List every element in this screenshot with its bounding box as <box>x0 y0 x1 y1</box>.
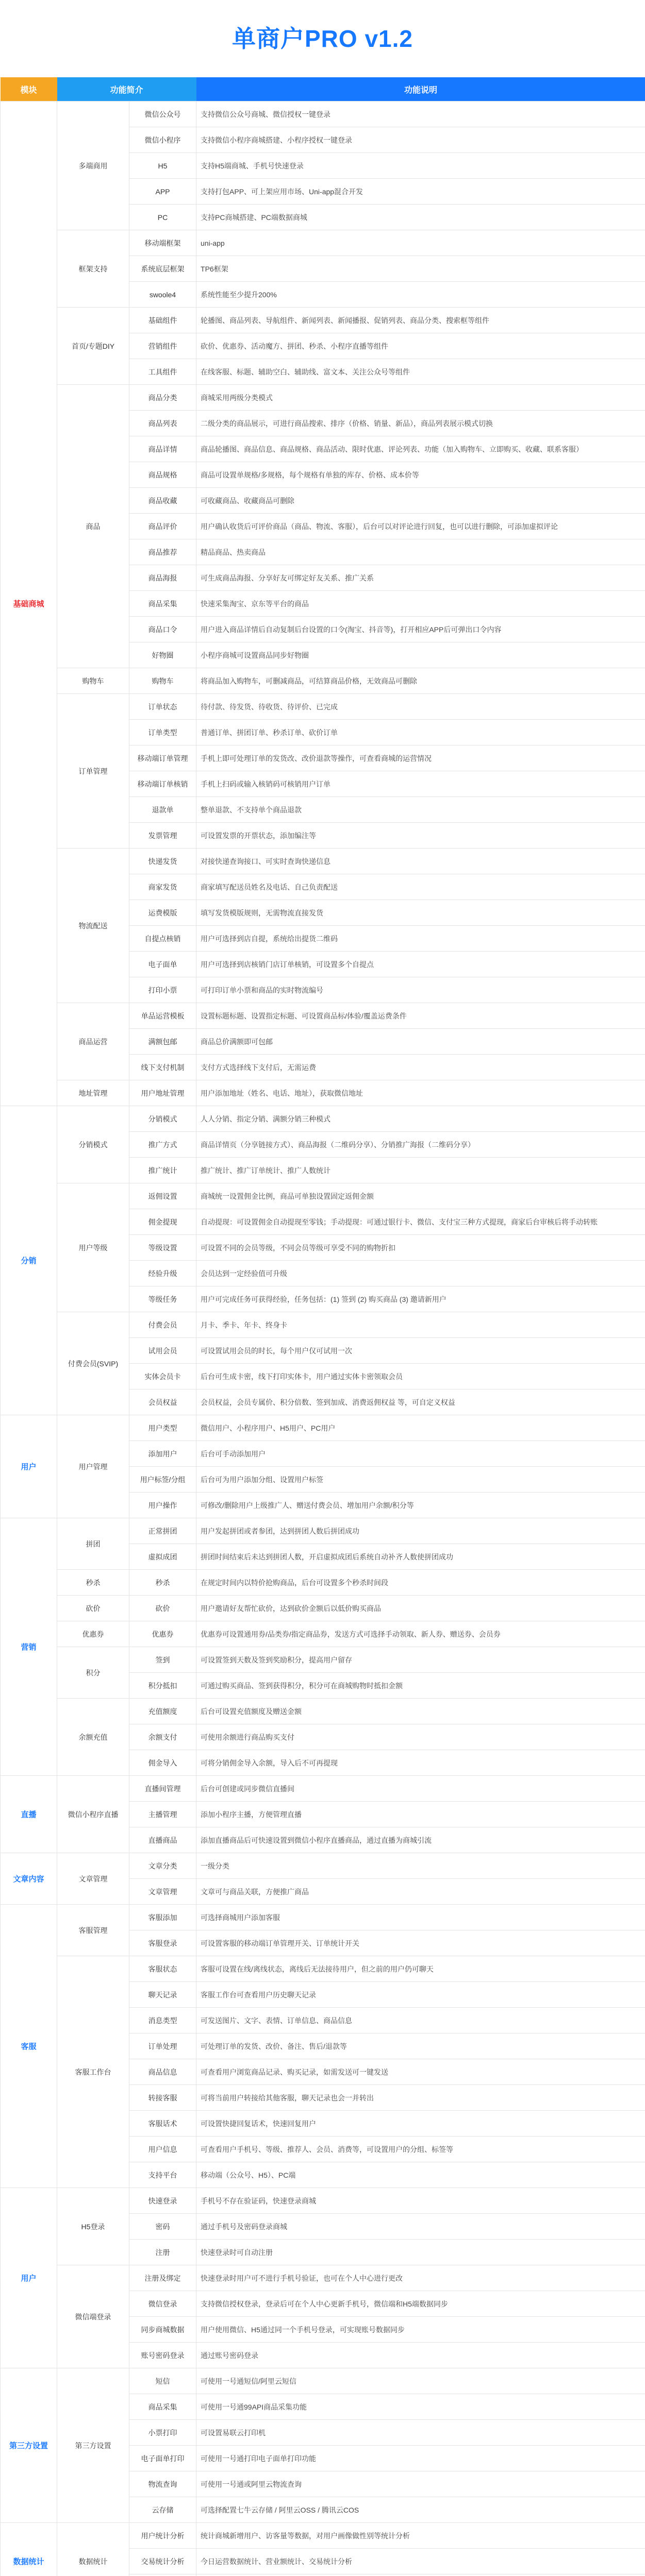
feature-name: 直播商品 <box>129 1827 196 1853</box>
feature-name: 付费会员 <box>129 1312 196 1338</box>
feature-name: 满额包邮 <box>129 1029 196 1055</box>
feature-name: 注册及绑定 <box>129 2265 196 2291</box>
group-name: H5登录 <box>57 2188 129 2265</box>
feature-name: H5 <box>129 153 196 179</box>
feature-name: 账号密码登录 <box>129 2343 196 2368</box>
feature-description: 支付方式选择线下支付后，无需运费 <box>196 1055 645 1080</box>
feature-description: 会员权益，会员专属价、积分倍数、签到加成、消费返佣权益 等，可自定义权益 <box>196 1389 645 1415</box>
feature-name: 用户类型 <box>129 1415 196 1441</box>
feature-description: 可设置签到天数及签到奖励积分，提高用户留存 <box>196 1647 645 1673</box>
feature-name: 正常拼团 <box>129 1518 196 1544</box>
feature-name: 单品运营模板 <box>129 1003 196 1029</box>
feature-name: 推广统计 <box>129 1158 196 1183</box>
feature-name: 商品列表 <box>129 411 196 436</box>
feature-name: 购物车 <box>129 668 196 694</box>
group-name: 用户等级 <box>57 1183 129 1312</box>
feature-name: 商品规格 <box>129 462 196 488</box>
table-row <box>1 1776 645 1802</box>
feature-name: 签到 <box>129 1647 196 1673</box>
group-name: 拼团 <box>57 1518 129 1570</box>
table-row <box>1 1080 645 1106</box>
page-title: 单商户PRO v1.2 <box>232 25 413 52</box>
feature-name: 文章管理 <box>129 1879 196 1905</box>
feature-description: 用户发起拼团或者参团，达到拼团人数后拼团成功 <box>196 1518 645 1544</box>
feature-description: 手机上即可处理订单的发货改、改价退款等操作，可查看商城的运营情况 <box>196 745 645 771</box>
feature-name: 主播管理 <box>129 1802 196 1827</box>
feature-name: 打印小票 <box>129 977 196 1003</box>
module-name: 客服 <box>1 1905 57 2188</box>
feature-name: 移动端框架 <box>129 230 196 256</box>
feature-description: 砍价、优惠券、活动魔方、拼团、秒杀、小程序直播等组件 <box>196 333 645 359</box>
feature-description: 自动提现：可设置佣金自动提现至零钱；手动提现：可通过银行卡、微信、支付宝三种方式提现，商家后台审核后将手动转账 <box>196 1209 645 1235</box>
feature-name: 订单状态 <box>129 694 196 720</box>
feature-name: 小票打印 <box>129 2420 196 2446</box>
table-row <box>1 694 645 720</box>
header-module: 模块 <box>1 77 57 101</box>
feature-description: 后台可手动添加用户 <box>196 1441 645 1467</box>
feature-name: 商品口令 <box>129 617 196 642</box>
group-name: 第三方设置 <box>57 2368 129 2523</box>
feature-description: 快速登录时可自动注册 <box>196 2240 645 2265</box>
feature-name: 退款单 <box>129 797 196 823</box>
feature-name: 等级设置 <box>129 1235 196 1261</box>
feature-name: 自提点核销 <box>129 926 196 952</box>
feature-description: 对接快递查询接口、可实时查询快递信息 <box>196 849 645 874</box>
feature-description: 可设置易联云打印机 <box>196 2420 645 2446</box>
feature-description: 可将分销佣金导入余额，导入后不可再提现 <box>196 1750 645 1776</box>
feature-name: 聊天记录 <box>129 1982 196 2008</box>
feature-name: APP <box>129 179 196 205</box>
feature-name: 同步商城数据 <box>129 2317 196 2343</box>
feature-description: 快速采集淘宝、京东等平台的商品 <box>196 591 645 617</box>
feature-description: 用户邀请好友帮忙砍价，达到砍价金额后以低价购买商品 <box>196 1596 645 1621</box>
feature-name: 文章分类 <box>129 1853 196 1879</box>
feature-description: 客服可设置在线/离线状态，离线后无法接待用户，但之前的用户仍可聊天 <box>196 1956 645 1982</box>
feature-description: 可设置试用会员的时长，每个用户仅可试用一次 <box>196 1338 645 1364</box>
feature-name: 微信公众号 <box>129 101 196 127</box>
feature-description: 系统性能至少提升200% <box>196 282 645 308</box>
feature-description: 小程序商城可设置商品同步好物圈 <box>196 642 645 668</box>
group-name: 用户管理 <box>57 1415 129 1518</box>
module-name: 直播 <box>1 1776 57 1853</box>
feature-name: 客服登录 <box>129 1930 196 1956</box>
feature-name: 用户操作 <box>129 1493 196 1518</box>
feature-description: 可使用余额进行商品购买支付 <box>196 1724 645 1750</box>
feature-description: 轮播图、商品列表、导航组件、新闻列表、新闻播报、促销列表、商品分类、搜索框等组件 <box>196 308 645 333</box>
group-name: 商品运营 <box>57 1003 129 1080</box>
feature-name: 商品采集 <box>129 2394 196 2420</box>
feature-description: 商城统一设置佣金比例，商品可单独设置固定返佣金额 <box>196 1183 645 1209</box>
feature-description: 待付款、待发货、待收货、待评价、已完成 <box>196 694 645 720</box>
module-name: 营销 <box>1 1518 57 1776</box>
feature-name: 支持平台 <box>129 2162 196 2188</box>
table-row <box>1 1312 645 1338</box>
feature-description: 后台可设置充值额度及赠送金额 <box>196 1699 645 1724</box>
feature-name: 经验升级 <box>129 1261 196 1286</box>
feature-name: 云存储 <box>129 2497 196 2523</box>
feature-name: 电子面单打印 <box>129 2446 196 2471</box>
feature-description: 可通过购买商品、签到获得积分，积分可在商城购物时抵扣金额 <box>196 1673 645 1699</box>
feature-description: 将商品加入购物车，可删减商品，可结算商品价格，无效商品可删除 <box>196 668 645 694</box>
feature-description: 人人分销、指定分销、满额分销三种模式 <box>196 1106 645 1132</box>
feature-description: 用户确认收货后可评价商品（商品、物流、客服），后台可以对评论进行回复，也可以进行删除，可添加虚拟评论 <box>196 514 645 539</box>
feature-description: 支持微信公众号商城、微信授权一键登录 <box>196 101 645 127</box>
feature-description: 可打印订单小票和商品的实时物流编号 <box>196 977 645 1003</box>
feature-description: 用户进入商品详情后自动复制后台设置的口令(淘宝、抖音等)，打开相应APP后可弹出口令内容 <box>196 617 645 642</box>
feature-description: 可将当前用户转接给其他客服，聊天记录也会一并转出 <box>196 2085 645 2111</box>
feature-name: 试用会员 <box>129 1338 196 1364</box>
feature-name: 营销组件 <box>129 333 196 359</box>
feature-name: 佣金导入 <box>129 1750 196 1776</box>
feature-description: 文章可与商品关联，方便推广商品 <box>196 1879 645 1905</box>
feature-description: 整单退款、不支持单个商品退款 <box>196 797 645 823</box>
feature-description: 可选择商城用户添加客服 <box>196 1905 645 1930</box>
table-row <box>1 2523 645 2549</box>
feature-name: 商品评价 <box>129 514 196 539</box>
feature-name: 用户信息 <box>129 2137 196 2162</box>
feature-description: 可使用一号通或阿里云物流查询 <box>196 2471 645 2497</box>
feature-name: 运费模版 <box>129 900 196 926</box>
table-header-row <box>1 77 645 101</box>
feature-description: 商品总价满额即可包邮 <box>196 1029 645 1055</box>
feature-description: 精品商品、热卖商品 <box>196 539 645 565</box>
feature-name: 积分抵扣 <box>129 1673 196 1699</box>
feature-name: 商品收藏 <box>129 488 196 514</box>
module-name: 数据统计 <box>1 2523 57 2576</box>
feature-description: 支持H5端商城、手机号快速登录 <box>196 153 645 179</box>
feature-description: 可生成商品海报、分享好友可绑定好友关系、推广关系 <box>196 565 645 591</box>
feature-description: 在规定时间内以特价抢购商品，后台可设置多个秒杀时间段 <box>196 1570 645 1596</box>
group-name: 客服工作台 <box>57 1956 129 2188</box>
feature-description: 添加直播商品后可快速设置到微信小程序直播商品，通过直播为商城引流 <box>196 1827 645 1853</box>
group-name: 物流配送 <box>57 849 129 1003</box>
feature-description: 今日运营数据统计、营业额统计、交易统计分析 <box>196 2549 645 2574</box>
module-name: 分销 <box>1 1106 57 1415</box>
feature-name: 基础组件 <box>129 308 196 333</box>
feature-name: 返佣设置 <box>129 1183 196 1209</box>
feature-description: 支持微信授权登录，登录后可在个人中心更新手机号，微信端和H5端数据同步 <box>196 2291 645 2317</box>
feature-name: 消息类型 <box>129 2008 196 2033</box>
feature-name: 微信小程序 <box>129 127 196 153</box>
module-name: 文章内容 <box>1 1853 57 1905</box>
table-row <box>1 230 645 256</box>
feature-description: 可选择配置七牛云存储 / 阿里云OSS / 腾讯云COS <box>196 2497 645 2523</box>
feature-description: 微信用户、小程序用户、H5用户、PC用户 <box>196 1415 645 1441</box>
feature-name: 商家发货 <box>129 874 196 900</box>
feature-description: 可使用一号通打印电子面单打印功能 <box>196 2446 645 2471</box>
feature-description: 后台可为用户添加分组、设置用户标签 <box>196 1467 645 1493</box>
feature-name: 订单类型 <box>129 720 196 745</box>
group-name: 文章管理 <box>57 1853 129 1905</box>
feature-description: 支持打包APP、可上架应用市场、Uni-app混合开发 <box>196 179 645 205</box>
feature-name: 实体会员卡 <box>129 1364 196 1389</box>
group-name: 订单管理 <box>57 694 129 849</box>
header-brief: 功能简介 <box>57 77 196 101</box>
feature-name: 系统底层框架 <box>129 256 196 282</box>
feature-description: 后台可创建或同步微信直播间 <box>196 1776 645 1802</box>
feature-name: 密码 <box>129 2214 196 2240</box>
feature-description: 一级分类 <box>196 1853 645 1879</box>
feature-description: 用户添加地址（姓名、电话、地址），获取微信地址 <box>196 1080 645 1106</box>
table-row <box>1 308 645 333</box>
feature-description: 可查看用户浏览商品记录、购买记录，如需发送可一键发送 <box>196 2059 645 2085</box>
feature-description: 添加小程序主播，方便管理直播 <box>196 1802 645 1827</box>
feature-name: 商品采集 <box>129 591 196 617</box>
feature-description: 商家填写配送员姓名及电话、自己负责配送 <box>196 874 645 900</box>
table-row <box>1 849 645 874</box>
feature-name: 优惠券 <box>129 1621 196 1647</box>
group-name: 优惠券 <box>57 1621 129 1647</box>
feature-description: 二级分类的商品展示，可进行商品搜索、排序（价格、销量、新品），商品列表展示模式切换 <box>196 411 645 436</box>
feature-name: 用户统计分析 <box>129 2523 196 2549</box>
group-name: 地址管理 <box>57 1080 129 1106</box>
group-name: 数据统计 <box>57 2523 129 2576</box>
feature-name: 商品分类 <box>129 385 196 411</box>
feature-name: 客服添加 <box>129 1905 196 1930</box>
feature-name: 充值额度 <box>129 1699 196 1724</box>
feature-name: 移动端订单管理 <box>129 745 196 771</box>
feature-name: PC <box>129 205 196 230</box>
table-row <box>1 1570 645 1596</box>
table-row <box>1 2265 645 2291</box>
feature-name: 添加用户 <box>129 1441 196 1467</box>
feature-name: 用户标签/分组 <box>129 1467 196 1493</box>
feature-description: 用户可完成任务可获得经验，任务包括：(1) 签到 (2) 购买商品 (3) 邀请新用户 <box>196 1286 645 1312</box>
group-name: 框架支持 <box>57 230 129 308</box>
table-row <box>1 1647 645 1673</box>
table-row <box>1 1956 645 1982</box>
feature-description: 手机上扫码或输入核销码可核销用户订单 <box>196 771 645 797</box>
table-row <box>1 1518 645 1544</box>
feature-description: 可使用一号通99API商品采集功能 <box>196 2394 645 2420</box>
module-name: 用户 <box>1 2188 57 2368</box>
feature-name: 快速登录 <box>129 2188 196 2214</box>
feature-description: 快速登录时用户可不进行手机号验证，也可在个人中心进行更改 <box>196 2265 645 2291</box>
feature-description: 普通订单、拼团订单、秒杀订单、砍价订单 <box>196 720 645 745</box>
feature-description <box>196 2574 645 2576</box>
feature-name: 客服话术 <box>129 2111 196 2137</box>
feature-description: 可处理订单的发货、改价、备注、售后/退款等 <box>196 2033 645 2059</box>
module-name: 基础商城 <box>1 101 57 1106</box>
feature-description: 可修改/删除用户上级推广人、赠送付费会员、增加用户余额/积分等 <box>196 1493 645 1518</box>
feature-description: 可设置客服的移动端订单管理开关、订单统计开关 <box>196 1930 645 1956</box>
feature-name: 微信登录 <box>129 2291 196 2317</box>
feature-description: 优惠券可设置通用券/品类券/指定商品券，发送方式可选择手动领取、新人券、赠送券、会员券 <box>196 1621 645 1647</box>
feature-description: TP6框架 <box>196 256 645 282</box>
feature-description: 移动端（公众号、H5）、PC端 <box>196 2162 645 2188</box>
feature-description: 可查看用户手机号、等级、推荐人、会员、消费等，可设置用户的分组、标签等 <box>196 2137 645 2162</box>
table-row <box>1 1596 645 1621</box>
feature-description: 可发送图片、文字、表情、订单信息、商品信息 <box>196 2008 645 2033</box>
feature-description: 用户使用微信、H5通过同一个手机号登录，可实现账号数据同步 <box>196 2317 645 2343</box>
feature-name: 商品推荐 <box>129 539 196 565</box>
feature-name: 注册 <box>129 2240 196 2265</box>
feature-description: 拼团时间结束后未达到拼团人数，开启虚拟成团后系统自动补齐人数使拼团成功 <box>196 1544 645 1570</box>
group-name: 余额充值 <box>57 1699 129 1776</box>
feature-description: 用户可选择到店核销门店订单核销，可设置多个自提点 <box>196 952 645 977</box>
group-name: 多端商用 <box>57 101 129 230</box>
feature-description: 统计商城新增用户、访客量等数据，对用户画像做性别等统计分析 <box>196 2523 645 2549</box>
feature-name: 发票管理 <box>129 823 196 849</box>
group-name: 微信小程序直播 <box>57 1776 129 1853</box>
group-name: 商品 <box>57 385 129 668</box>
table-row <box>1 2368 645 2394</box>
group-name: 积分 <box>57 1647 129 1699</box>
module-name: 第三方设置 <box>1 2368 57 2523</box>
feature-name: 砍价 <box>129 1596 196 1621</box>
table-row <box>1 1106 645 1132</box>
feature-description: 可收藏商品、收藏商品可删除 <box>196 488 645 514</box>
feature-description: 支持PC商城搭建、PC端数据商城 <box>196 205 645 230</box>
feature-name: 移动端订单核销 <box>129 771 196 797</box>
feature-description: uni-app <box>196 230 645 256</box>
feature-table <box>0 77 645 2576</box>
feature-description: 设置标题标题、设置指定标题、可设置商品标/体验/覆盖运费条件 <box>196 1003 645 1029</box>
feature-description: 手机号不存在验证码，快速登录商城 <box>196 2188 645 2214</box>
feature-name: 转接客服 <box>129 2085 196 2111</box>
table-row <box>1 668 645 694</box>
feature-description: 商品可设置单规格/多规格，每个规格有单独的库存、价格、成本价等 <box>196 462 645 488</box>
feature-description: 在线客服、标题、辅助空白、辅助线、富文本、关注公众号等组件 <box>196 359 645 385</box>
feature-name: 秒杀 <box>129 1570 196 1596</box>
feature-name: 好物圈 <box>129 642 196 668</box>
table-row <box>1 101 645 127</box>
group-name: 首页/专题DIY <box>57 308 129 385</box>
feature-description: 会员达到一定经验值可升级 <box>196 1261 645 1286</box>
feature-name: 用户地址管理 <box>129 1080 196 1106</box>
table-row <box>1 2188 645 2214</box>
feature-name: swoole4 <box>129 282 196 308</box>
feature-description: 填写发货模版规则，无需物流直接发货 <box>196 900 645 926</box>
feature-description: 月卡、季卡、年卡、终身卡 <box>196 1312 645 1338</box>
group-name: 分销模式 <box>57 1106 129 1183</box>
group-name: 砍价 <box>57 1596 129 1621</box>
table-row <box>1 1905 645 1930</box>
feature-name: 商品海报 <box>129 565 196 591</box>
feature-name: 交易统计分析 <box>129 2549 196 2574</box>
feature-name: 工具组件 <box>129 359 196 385</box>
feature-description: 支持微信小程序商城搭建、小程序授权一键登录 <box>196 127 645 153</box>
group-name: 付费会员(SVIP) <box>57 1312 129 1415</box>
feature-description: 可设置不同的会员等级，不同会员等级可享受不同的购物折扣 <box>196 1235 645 1261</box>
module-name: 用户 <box>1 1415 57 1518</box>
table-row <box>1 1699 645 1724</box>
table-row <box>1 1003 645 1029</box>
feature-description: 通过账号密码登录 <box>196 2343 645 2368</box>
feature-name: 线下支付机制 <box>129 1055 196 1080</box>
feature-description: 推广统计、推广订单统计、推广人数统计 <box>196 1158 645 1183</box>
feature-name: 分销模式 <box>129 1106 196 1132</box>
feature-name: 商品详情 <box>129 436 196 462</box>
feature-description: 商城采用两级分类模式 <box>196 385 645 411</box>
feature-description: 商品轮播图、商品信息、商品规格、商品活动、限时优惠、评论列表、功能（加入购物车、立即购买、收藏、联系客服） <box>196 436 645 462</box>
feature-description: 通过手机号及密码登录商城 <box>196 2214 645 2240</box>
table-row <box>1 1621 645 1647</box>
feature-name: 快递发货 <box>129 849 196 874</box>
feature-description: 可设置快捷回复话术，快速回复用户 <box>196 2111 645 2137</box>
group-name: 秒杀 <box>57 1570 129 1596</box>
header-desc: 功能说明 <box>196 77 645 101</box>
feature-name: 余额支付 <box>129 1724 196 1750</box>
feature-name: 客服状态 <box>129 1956 196 1982</box>
feature-name: 电子面单 <box>129 952 196 977</box>
feature-name: 推广方式 <box>129 1132 196 1158</box>
feature-name: 商品信息 <box>129 2059 196 2085</box>
group-name: 客服管理 <box>57 1905 129 1956</box>
feature-name: 佣金提现 <box>129 1209 196 1235</box>
feature-description: 商品详情页（分享链接方式）、商品海报（二维码分享）、分销推广海报（二维码分享） <box>196 1132 645 1158</box>
feature-name: 等级任务 <box>129 1286 196 1312</box>
feature-name: 会员权益 <box>129 1389 196 1415</box>
feature-description: 可设置发票的开票状态，添加编注等 <box>196 823 645 849</box>
table-row <box>1 1853 645 1879</box>
feature-description: 后台可生成卡密，线下打印实体卡，用户通过实体卡密领取会员 <box>196 1364 645 1389</box>
feature-description: 客服工作台可查看用户历史聊天记录 <box>196 1982 645 2008</box>
feature-name: 直播间管理 <box>129 1776 196 1802</box>
feature-description: 用户可选择到店自提，系统给出提货二维码 <box>196 926 645 952</box>
feature-name: 订单处理 <box>129 2033 196 2059</box>
feature-name: 物流查询 <box>129 2471 196 2497</box>
feature-name <box>129 2574 196 2576</box>
group-name: 购物车 <box>57 668 129 694</box>
feature-description: 可使用一号通短信/阿里云短信 <box>196 2368 645 2394</box>
feature-name: 虚拟成团 <box>129 1544 196 1570</box>
feature-name: 短信 <box>129 2368 196 2394</box>
group-name: 微信端登录 <box>57 2265 129 2368</box>
table-row <box>1 1183 645 1209</box>
table-row <box>1 385 645 411</box>
table-body <box>1 101 645 2576</box>
table-row <box>1 1415 645 1441</box>
